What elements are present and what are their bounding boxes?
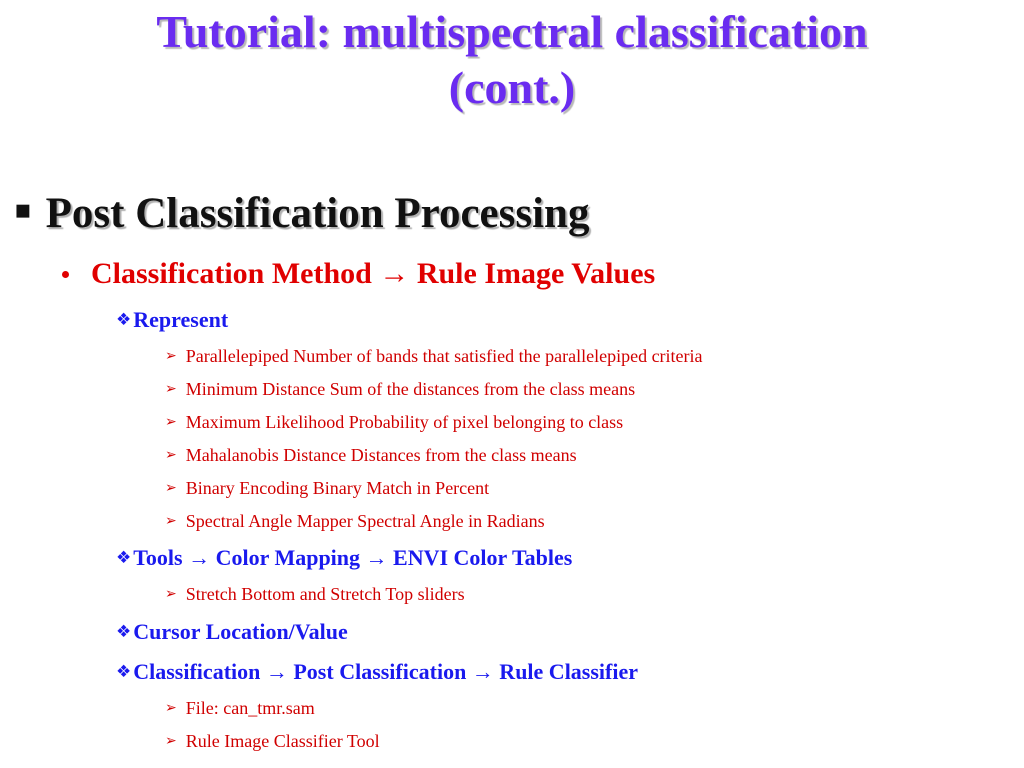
- list-item: [165, 377, 635, 401]
- list-item-text: Rule Image Classifier Tool: [185, 730, 380, 751]
- bullet-text: Represent: [133, 307, 229, 332]
- list-item-text: Binary Encoding Binary Match in Percent: [185, 477, 490, 498]
- list-item: [165, 696, 315, 720]
- list-item-text: Maximum Likelihood Probability of pixel belonging to class: [185, 411, 624, 432]
- list-item-text: Minimum Distance Sum of the distances from the class means: [185, 378, 636, 399]
- list-item-text: Mahalanobis Distance Distances from the class means: [185, 444, 577, 465]
- slide-title-line-1: Tutorial: multispectral classification: [156, 6, 868, 57]
- slide-title-line-2: (cont.): [448, 62, 576, 113]
- list-item: [165, 344, 703, 368]
- diamond-bullet-icon: ❖: [116, 622, 132, 642]
- list-item: [165, 582, 465, 606]
- arrow-bullet-icon: ➢: [165, 733, 177, 749]
- bullet-text: Classification Method → Rule Image Values: [91, 257, 656, 290]
- bullet-text: Post Classification Processing: [45, 189, 590, 237]
- arrow-bullet-icon: ➢: [165, 381, 177, 397]
- bullet-post-classification: [14, 185, 589, 241]
- list-item-text: Spectral Angle Mapper Spectral Angle in Radians: [185, 510, 545, 531]
- list-item-text: Stretch Bottom and Stretch Top sliders: [185, 583, 465, 604]
- diamond-bullet-icon: ❖: [116, 310, 132, 330]
- list-item: [165, 443, 577, 467]
- arrow-bullet-icon: ➢: [165, 700, 177, 716]
- arrow-bullet-icon: ➢: [165, 414, 177, 430]
- bullet-text: Classification → Post Classification → Rule Classifier: [133, 659, 639, 684]
- arrow-bullet-icon: ➢: [165, 480, 177, 496]
- bullet-tools: [116, 543, 572, 573]
- list-item: [165, 476, 489, 500]
- list-item-text: Parallelepiped Number of bands that satisfied the parallelepiped criteria: [185, 345, 703, 366]
- arrow-bullet-icon: ➢: [165, 447, 177, 463]
- list-item: [165, 729, 380, 753]
- slide-title: [0, 4, 1024, 116]
- bullet-represent: [116, 305, 228, 335]
- bullet-cursor-location: [116, 617, 348, 647]
- bullet-text: Tools → Color Mapping → ENVI Color Tables: [133, 545, 573, 570]
- arrow-bullet-icon: ➢: [165, 586, 177, 602]
- bullet-text: Cursor Location/Value: [133, 619, 348, 644]
- square-bullet-icon: ▪: [14, 195, 32, 225]
- bullet-classification-rule-classifier: [116, 657, 638, 687]
- arrow-bullet-icon: ➢: [165, 348, 177, 364]
- arrow-bullet-icon: ➢: [165, 513, 177, 529]
- diamond-bullet-icon: ❖: [116, 662, 132, 682]
- list-item: [165, 410, 623, 434]
- diamond-bullet-icon: ❖: [116, 548, 132, 568]
- list-item-text: File: can_tmr.sam: [185, 697, 315, 718]
- list-item: [165, 509, 545, 533]
- round-bullet-icon: [62, 271, 69, 278]
- bullet-classification-method: [62, 254, 655, 294]
